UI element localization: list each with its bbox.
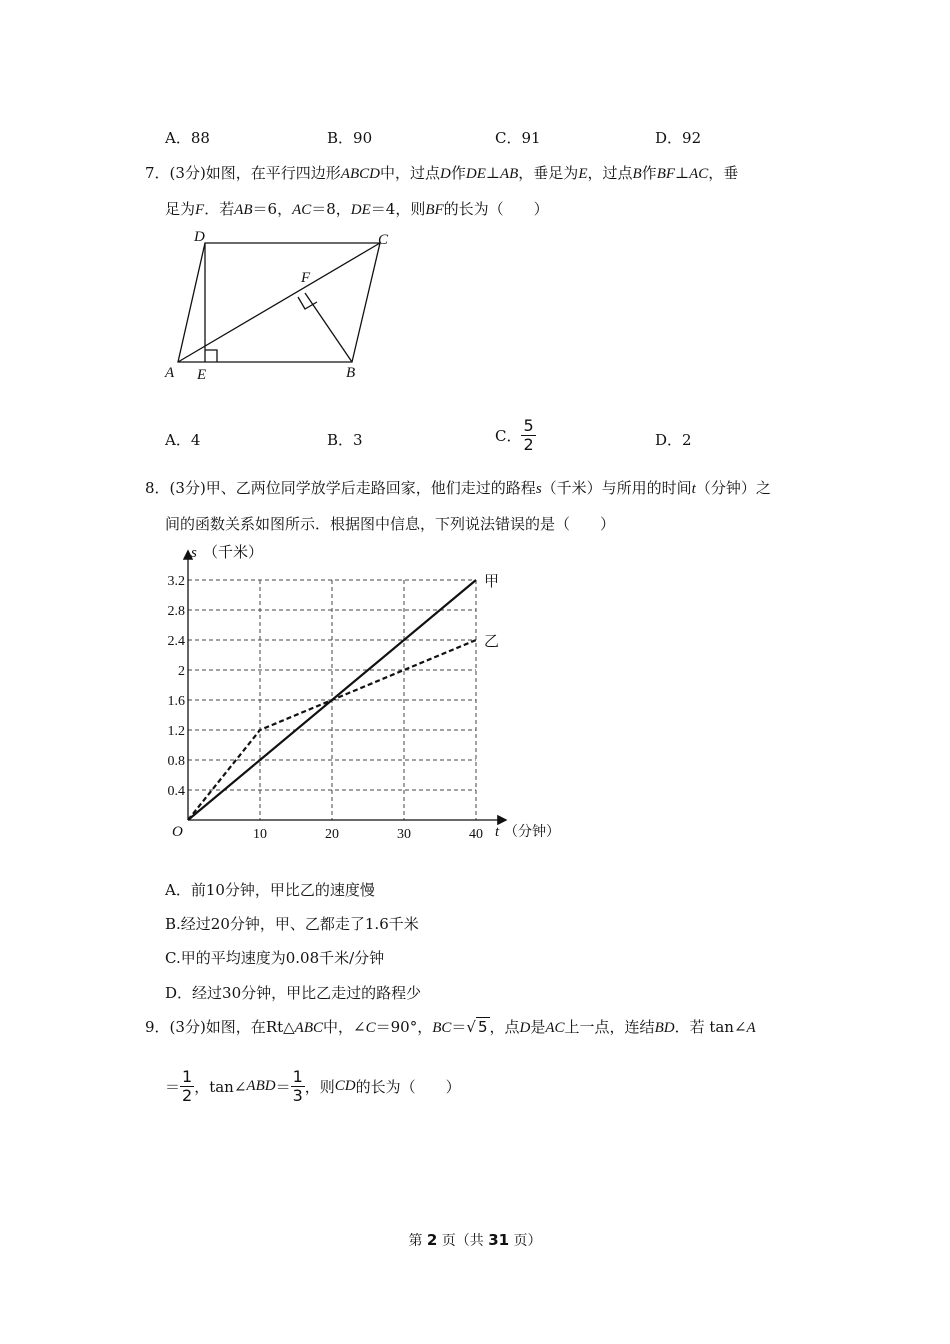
q8-stem-line2: 间的函数关系如图所示．根据图中信息，下列说法错误的是（ ） — [165, 515, 616, 533]
label-d: D — [194, 229, 205, 245]
label-c: C — [378, 232, 389, 248]
q6-option-d[interactable] — [655, 127, 701, 148]
y-axis-unit: （千米） — [203, 545, 264, 561]
option-letter: A． — [165, 431, 191, 449]
q8-option-c[interactable] — [165, 947, 384, 968]
option-letter: A． — [165, 881, 191, 899]
x-tick-label: 10 — [253, 827, 267, 842]
q7-option-a[interactable] — [165, 429, 200, 450]
question-score: (3分) — [169, 479, 206, 497]
x-tick-label: 30 — [397, 827, 411, 842]
x-tick-label: 40 — [469, 827, 483, 842]
diagonal-ac — [178, 243, 380, 362]
q7-option-c[interactable] — [495, 417, 536, 454]
option-text: 92 — [682, 129, 702, 147]
q8-option-d[interactable] — [165, 982, 421, 1003]
option-text: 前10分钟，甲比乙的速度慢 — [190, 881, 375, 899]
option-text: 经过30分钟，甲比乙走过的路程少 — [192, 984, 422, 1002]
sqrt-symbol: √ 5 — [466, 1018, 488, 1036]
option-letter: D． — [165, 984, 193, 1002]
q8-distance-time-chart — [155, 540, 575, 852]
q6-option-a[interactable] — [165, 127, 210, 148]
series-label: 甲 — [484, 574, 500, 590]
option-text: 经过20分钟，甲、乙都走了1.6千米 — [180, 915, 419, 933]
q8-option-a[interactable] — [165, 879, 375, 900]
origin-label: O — [172, 824, 183, 840]
label-b: B — [346, 365, 356, 381]
y-tick-label: 1.2 — [167, 724, 185, 739]
option-text: 90 — [353, 129, 373, 147]
y-tick-label: 2.4 — [167, 634, 185, 649]
question-score: (3分) — [169, 164, 206, 182]
y-tick-label: 3.2 — [167, 574, 185, 589]
q6-option-b[interactable] — [327, 127, 372, 148]
option-text: 4 — [190, 431, 201, 449]
q7-option-d[interactable] — [655, 429, 692, 450]
question-number: 9． — [145, 1018, 170, 1036]
option-text: 3 — [353, 431, 363, 449]
option-letter: D． — [655, 431, 683, 449]
page-footer: 第 2 页（共 31 页） — [408, 1231, 542, 1249]
option-letter: C. — [165, 949, 181, 967]
option-letter: B. — [165, 915, 181, 933]
question-number: 7． — [145, 164, 170, 182]
y-tick-label: 0.8 — [167, 754, 185, 769]
option-letter: B． — [327, 431, 354, 449]
x-axis-unit: （分钟） — [504, 825, 560, 840]
question-number: 8． — [145, 479, 170, 497]
y-tick-label: 2 — [178, 664, 185, 679]
segment-bf — [305, 293, 352, 362]
q7-stem-line1: 7．(3分)如图，在平行四边形ABCD中，过点D作DE⊥AB，垂足为E，过点B作BF⊥AC，垂 — [145, 164, 739, 182]
label-e: E — [197, 367, 207, 383]
option-letter: C． — [495, 129, 522, 147]
question-score: (3分) — [169, 1018, 206, 1036]
option-text: 甲的平均速度为0.08千米/分钟 — [180, 949, 385, 967]
option-letter: C． — [495, 427, 522, 445]
x-tick-label: 20 — [325, 827, 339, 842]
fraction-one-third: $\frac{1}{3}$ — [292, 1067, 303, 1105]
option-text: 88 — [190, 129, 210, 147]
y-tick-label: 0.4 — [167, 784, 185, 799]
y-tick-label: 2.8 — [167, 604, 185, 619]
option-fraction: $\frac{5}{2}$ — [523, 416, 534, 454]
series-label: 乙 — [484, 634, 500, 650]
q8-stem-line1: 8．(3分)甲、乙两位同学放学后走路回家，他们走过的路程s（千米）与所用的时间t（分钟）之 — [145, 479, 771, 497]
page-number: 2 — [426, 1231, 438, 1249]
option-letter: D． — [655, 129, 683, 147]
q7-stem-line2: 足为F．若AB＝6，AC＝8，DE＝4，则BF的长为（ ） — [165, 200, 549, 218]
option-letter: B． — [327, 129, 354, 147]
q7-parallelogram-figure — [160, 225, 410, 385]
option-letter: A． — [165, 129, 191, 147]
option-text: 2 — [682, 431, 692, 449]
label-f: F — [301, 270, 311, 286]
q9-stem-line2: ＝ $\frac{1}{2}$ ，tan∠ABD＝ $\frac{1}{3}$ ，则CD的长为（ ） — [165, 1067, 461, 1105]
q8-option-b[interactable] — [165, 913, 419, 934]
x-axis-var: t — [495, 824, 500, 840]
y-tick-label: 1.6 — [167, 694, 185, 709]
fraction-one-half: $\frac{1}{2}$ — [182, 1067, 193, 1105]
total-pages: 31 — [488, 1231, 510, 1249]
q7-option-b[interactable] — [327, 429, 363, 450]
label-a: A — [165, 365, 175, 381]
q6-option-c[interactable] — [495, 127, 541, 148]
option-text: 91 — [521, 129, 541, 147]
q9-stem-line1: 9．(3分)如图，在Rt△ABC中，∠C＝90°，BC＝√ 5 ，点D是AC上一点，连结BD．若 tan∠A — [145, 1018, 756, 1036]
y-axis-var: s — [191, 545, 197, 561]
right-angle-mark-e — [205, 350, 217, 362]
